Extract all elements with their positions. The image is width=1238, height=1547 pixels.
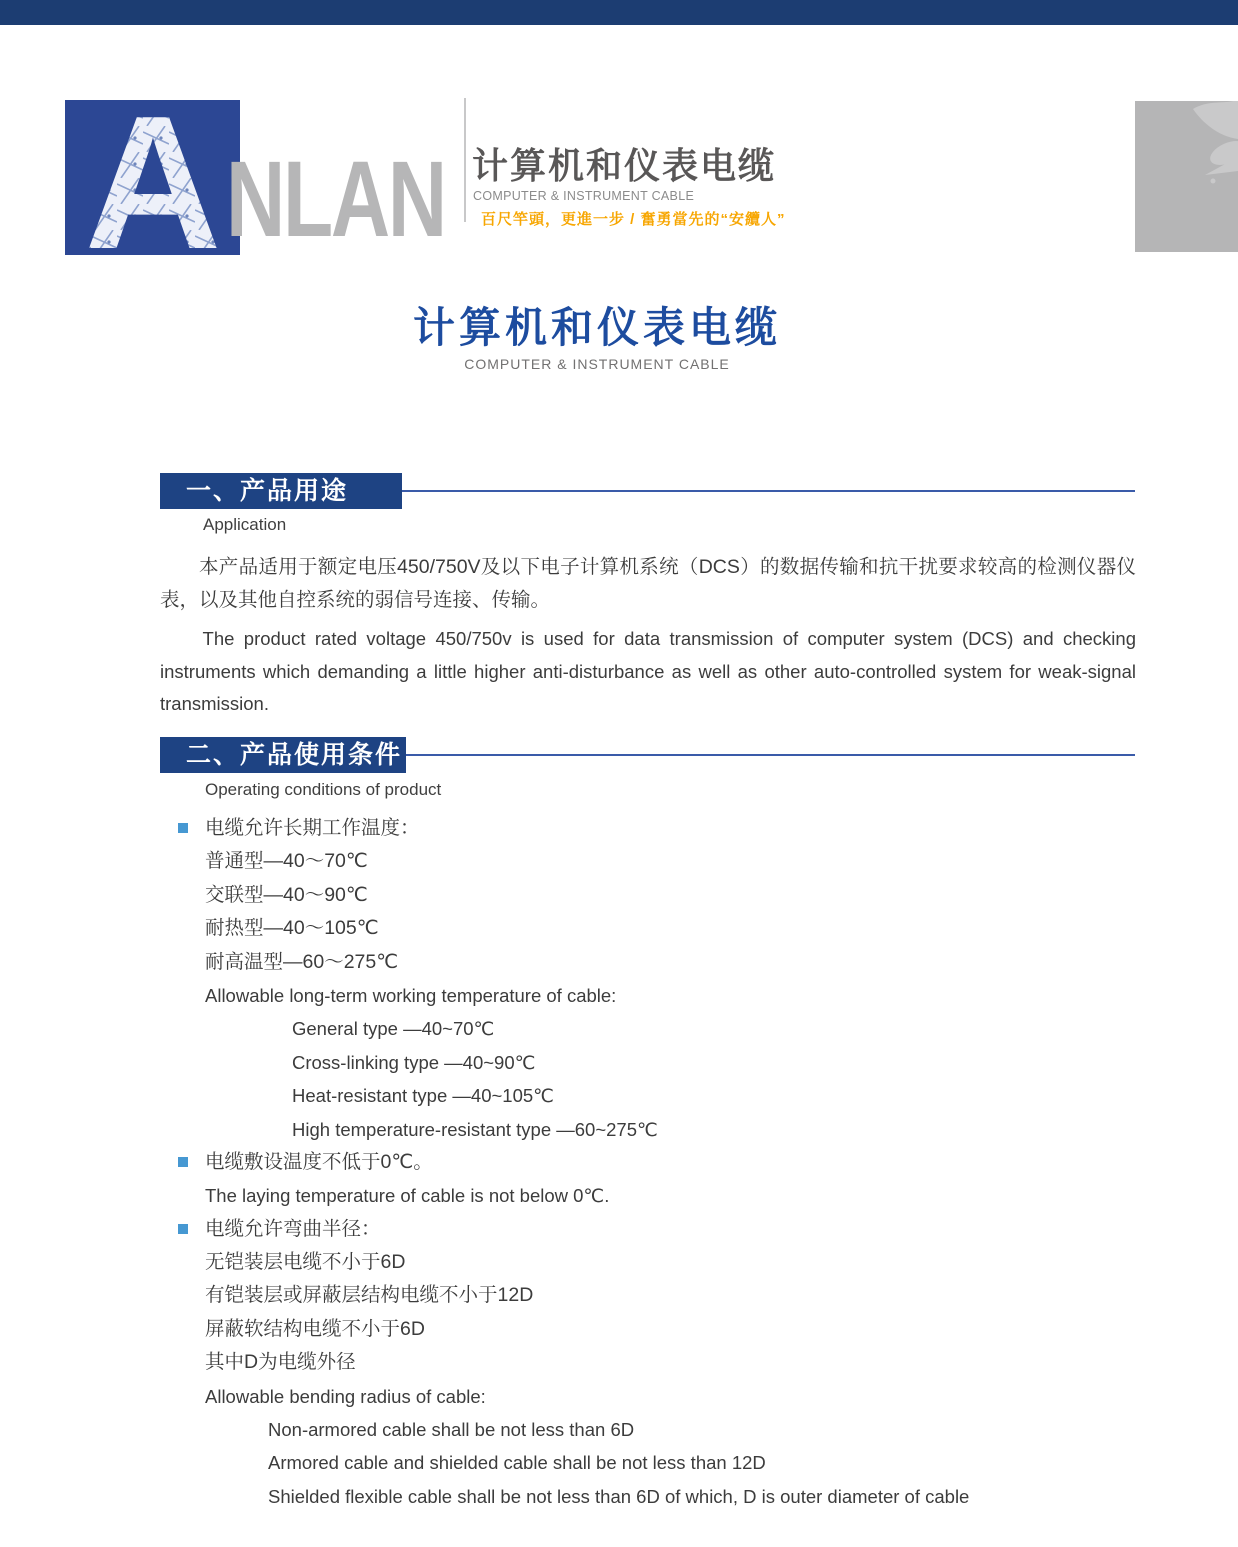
condition-item	[160, 1346, 1150, 1379]
condition-text: 耐高温型—60～275℃	[205, 950, 399, 973]
anlan-logo-a-block	[65, 100, 240, 255]
section2-heading-en: Operating conditions of product	[205, 780, 442, 799]
condition-item	[160, 1046, 1150, 1079]
svg-text:A: A	[84, 100, 222, 255]
condition-text: General type —40~70℃	[292, 1018, 495, 1040]
condition-item	[160, 1413, 1150, 1446]
bullet-square-icon	[178, 1224, 188, 1234]
condition-item	[160, 946, 1150, 979]
section2-rule-line	[406, 754, 1135, 756]
condition-item	[160, 1113, 1150, 1146]
condition-item	[160, 912, 1150, 945]
condition-item	[160, 1313, 1150, 1346]
condition-text: 电缆允许长期工作温度：	[205, 817, 420, 839]
condition-item	[160, 1380, 1150, 1413]
condition-item	[160, 1446, 1150, 1479]
condition-item	[160, 1480, 1150, 1513]
section2-heading-box: 二、产品使用条件	[160, 737, 406, 773]
section1-heading-en: Application	[203, 515, 287, 534]
section1-heading-box: 一、产品用途	[160, 473, 402, 509]
condition-item	[160, 979, 1150, 1012]
page-title-cn: 计算机和仪表电缆	[412, 304, 781, 351]
condition-item	[160, 1279, 1150, 1312]
condition-text: 无铠装层电缆不小于6D	[205, 1251, 406, 1274]
condition-item	[160, 845, 1150, 878]
condition-item	[160, 1246, 1150, 1279]
bullet-square-icon	[178, 1157, 188, 1167]
condition-item	[160, 812, 1150, 845]
condition-text: Allowable bending radius of cable:	[205, 1385, 486, 1407]
condition-text: The laying temperature of cable is not below 0℃.	[205, 1185, 610, 1207]
condition-text: 电缆敷设温度不低于0℃。	[205, 1150, 433, 1173]
condition-text: 有铠装层或屏蔽层结构电缆不小于12D	[205, 1284, 534, 1307]
bullet-square-icon	[178, 823, 188, 833]
condition-item	[160, 1213, 1150, 1246]
header-slogan: 百尺竿頭，更進一步 / 奮勇當先的“安纜人”	[481, 211, 786, 228]
condition-text: Non-armored cable shall be not less than 6D	[268, 1419, 635, 1441]
condition-text: 电缆允许弯曲半径：	[205, 1217, 381, 1240]
page-title-en: COMPUTER & INSTRUMENT CABLE	[464, 356, 730, 372]
header-product-title-cn: 计算机和仪表电缆	[472, 145, 777, 186]
section1-rule-line	[402, 490, 1135, 492]
condition-text: 交联型—40～90℃	[205, 883, 368, 906]
condition-text: Shielded flexible cable shall be not less than 6D of which, D is outer diameter of cable	[268, 1485, 970, 1507]
logo-letters-nlan: NLAN	[226, 138, 445, 259]
top-navy-bar	[0, 0, 1238, 25]
condition-text: Allowable long-term working temperature of cable:	[205, 984, 617, 1006]
condition-text: High temperature-resistant type —60~275℃	[292, 1118, 658, 1140]
condition-text: Armored cable and shielded cable shall be not less than 12D	[268, 1452, 766, 1474]
condition-item	[160, 1079, 1150, 1112]
condition-item	[160, 1012, 1150, 1045]
condition-text: Cross-linking type —40~90℃	[292, 1051, 536, 1073]
condition-item	[160, 1146, 1150, 1179]
operating-conditions-list	[160, 812, 1150, 1513]
condition-text: 屏蔽软结构电缆不小于6D	[205, 1317, 425, 1340]
header-product-title-en: COMPUTER & INSTRUMENT CABLE	[473, 189, 695, 203]
condition-text: Heat-resistant type —40~105℃	[292, 1085, 554, 1107]
leaf-decoration-icon	[1135, 101, 1238, 252]
condition-text: 普通型—40～70℃	[205, 850, 368, 873]
condition-item	[160, 1179, 1150, 1212]
application-paragraph-cn: 本产品适用于额定电压450/750V及以下电子计算机系统（DCS）的数据传输和抗干扰要求较高的检测仪器仪表，以及其他自控系统的弱信号连接、传输。	[160, 556, 1136, 611]
logo-a-graphic	[65, 100, 240, 255]
condition-text: 其中D为电缆外径	[205, 1351, 356, 1374]
application-paragraph-en: The product rated voltage 450/750v is used for data transmission of computer system (DCS) and checking instruments which demanding a little higher anti-disturbance as well as other auto-controlled system for weak-signal transmission.	[160, 628, 1136, 714]
header-divider-line	[464, 98, 466, 222]
header-photo-thumbnail	[1135, 101, 1238, 252]
condition-item	[160, 879, 1150, 912]
condition-text: 耐热型—40～105℃	[205, 917, 379, 940]
